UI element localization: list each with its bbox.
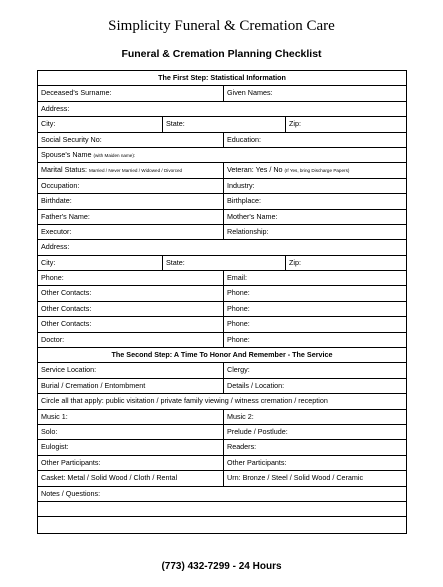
spouse-label: Spouse's Name bbox=[41, 149, 92, 159]
section-header-service bbox=[38, 348, 406, 363]
row-ssn bbox=[38, 133, 406, 148]
marital-options: Married / Never Married / Widowed / Divorced bbox=[88, 168, 183, 174]
row-contact-1 bbox=[38, 286, 406, 301]
zip-field[interactable]: Zip: bbox=[285, 117, 406, 131]
ssn-field[interactable]: Social Security No: bbox=[41, 134, 102, 144]
casket-field[interactable]: Casket: Metal / Solid Wood / Cloth / Rental bbox=[41, 473, 178, 483]
row-executor bbox=[38, 225, 406, 240]
service-location-field[interactable]: Service Location: bbox=[41, 365, 97, 375]
contact-phone-field[interactable]: Phone: bbox=[223, 286, 406, 300]
mother-name-field[interactable]: Mother's Name: bbox=[223, 210, 406, 224]
row-city-2 bbox=[38, 256, 406, 271]
row-spouse bbox=[38, 148, 406, 163]
surname-field[interactable]: Deceased's Surname: bbox=[41, 88, 112, 98]
contact-phone-field[interactable]: Phone: bbox=[223, 302, 406, 316]
doctor-field[interactable]: Doctor: bbox=[41, 334, 65, 344]
details-location-field[interactable]: Details / Location: bbox=[223, 379, 406, 393]
other-participants-field[interactable]: Other Participants: bbox=[41, 457, 101, 467]
checklist-form bbox=[37, 70, 407, 534]
given-names-field[interactable]: Given Names: bbox=[223, 86, 406, 100]
row-notes-blank-1 bbox=[38, 502, 406, 517]
occupation-field[interactable]: Occupation: bbox=[41, 180, 80, 190]
executor-zip-field[interactable]: Zip: bbox=[285, 256, 406, 270]
row-contact-2 bbox=[38, 302, 406, 317]
row-doctor bbox=[38, 333, 406, 348]
notes-line[interactable] bbox=[38, 517, 406, 532]
industry-field[interactable]: Industry: bbox=[223, 179, 406, 193]
executor-city-field[interactable]: City: bbox=[41, 257, 56, 267]
row-address bbox=[38, 102, 406, 117]
brand-title: Simplicity Funeral & Cremation Care bbox=[108, 18, 335, 34]
other-contact-field[interactable]: Other Contacts: bbox=[41, 303, 92, 313]
other-participants-field-2[interactable]: Other Participants: bbox=[223, 456, 406, 470]
row-name bbox=[38, 86, 406, 101]
row-contact-3 bbox=[38, 317, 406, 332]
music-1-field[interactable]: Music 1: bbox=[41, 411, 68, 421]
urn-field[interactable]: Urn: Bronze / Steel / Solid Wood / Ceramic bbox=[223, 471, 406, 485]
circle-options-field[interactable]: Circle all that apply: public visitation / private family viewing / witness cremation / reception bbox=[41, 396, 328, 406]
spouse-note: (with Maiden name): bbox=[93, 152, 136, 158]
footer-phone: (773) 432-7299 - 24 Hours bbox=[161, 561, 282, 572]
other-contact-field[interactable]: Other Contacts: bbox=[41, 288, 92, 298]
doctor-phone-field[interactable]: Phone: bbox=[223, 333, 406, 347]
phone-field[interactable]: Phone: bbox=[41, 273, 64, 283]
birthdate-field[interactable]: Birthdate: bbox=[41, 196, 72, 206]
music-2-field[interactable]: Music 2: bbox=[223, 410, 406, 424]
row-circle bbox=[38, 394, 406, 409]
row-address-2 bbox=[38, 240, 406, 255]
other-contact-field[interactable]: Other Contacts: bbox=[41, 319, 92, 329]
marital-label: Marital Status: bbox=[41, 165, 87, 175]
state-field[interactable]: State: bbox=[162, 117, 285, 131]
row-solo bbox=[38, 425, 406, 440]
burial-field[interactable]: Burial / Cremation / Entombment bbox=[41, 380, 146, 390]
executor-state-field[interactable]: State: bbox=[162, 256, 285, 270]
section-title: The First Step: Statistical Information bbox=[158, 73, 286, 82]
row-eulogist bbox=[38, 440, 406, 455]
address-field[interactable]: Address: bbox=[41, 103, 70, 113]
page-title: Funeral & Cremation Planning Checklist bbox=[121, 48, 322, 60]
notes-line[interactable] bbox=[38, 502, 406, 516]
row-service bbox=[38, 363, 406, 378]
row-casket bbox=[38, 471, 406, 486]
executor-address-field[interactable]: Address: bbox=[41, 242, 70, 252]
relationship-field[interactable]: Relationship: bbox=[223, 225, 406, 239]
row-city bbox=[38, 117, 406, 132]
contact-phone-field[interactable]: Phone: bbox=[223, 317, 406, 331]
row-burial bbox=[38, 379, 406, 394]
birthplace-field[interactable]: Birthplace: bbox=[223, 194, 406, 208]
readers-field[interactable]: Readers: bbox=[223, 440, 406, 454]
row-birth bbox=[38, 194, 406, 209]
prelude-field[interactable]: Prelude / Postlude: bbox=[223, 425, 406, 439]
row-parents bbox=[38, 210, 406, 225]
father-name-field[interactable]: Father's Name: bbox=[41, 211, 90, 221]
row-occupation bbox=[38, 179, 406, 194]
veteran-note: (If Yes, bring Discharge Papers) bbox=[284, 168, 350, 174]
row-phone bbox=[38, 271, 406, 286]
row-marital bbox=[38, 163, 406, 178]
notes-field[interactable]: Notes / Questions: bbox=[41, 488, 101, 498]
row-notes-blank-2 bbox=[38, 517, 406, 532]
row-music bbox=[38, 410, 406, 425]
veteran-label: Veteran: Yes / No bbox=[227, 165, 283, 175]
executor-field[interactable]: Executor: bbox=[41, 226, 72, 236]
row-participants bbox=[38, 456, 406, 471]
clergy-field[interactable]: Clergy: bbox=[223, 363, 406, 377]
solo-field[interactable]: Solo: bbox=[41, 426, 58, 436]
section-header-statistical bbox=[38, 71, 406, 86]
row-notes bbox=[38, 487, 406, 502]
marital-status-field[interactable] bbox=[38, 163, 223, 177]
education-field[interactable]: Education: bbox=[223, 133, 406, 147]
eulogist-field[interactable]: Eulogist: bbox=[41, 442, 69, 452]
city-field[interactable]: City: bbox=[41, 119, 56, 129]
veteran-field[interactable] bbox=[223, 163, 406, 177]
email-field[interactable]: Email: bbox=[223, 271, 406, 285]
spouse-name-field[interactable] bbox=[38, 148, 406, 162]
section-title: The Second Step: A Time To Honor And Remember - The Service bbox=[111, 350, 333, 360]
